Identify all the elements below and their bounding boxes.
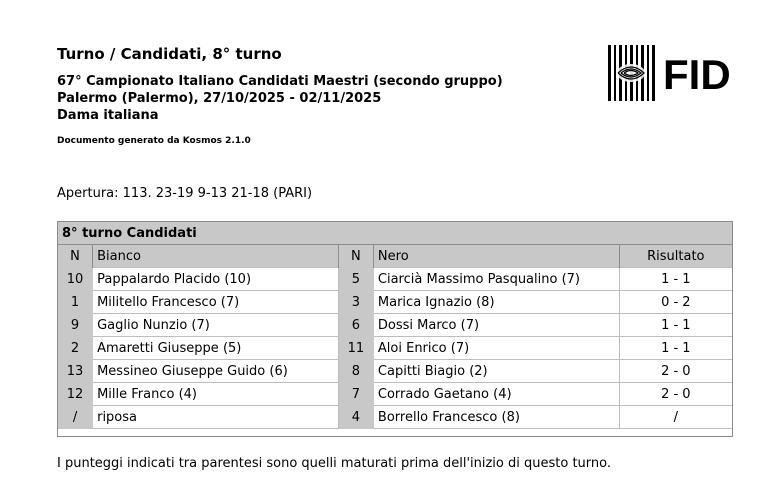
white-player: Gaglio Nunzio (7) — [93, 314, 339, 337]
game-result: 1 - 1 — [619, 337, 732, 360]
white-number: 1 — [58, 291, 93, 314]
black-number: 7 — [338, 383, 373, 406]
table-row — [58, 360, 733, 383]
black-number: 11 — [338, 337, 373, 360]
footnote: I punteggi indicati tra parentesi sono quelli maturati prima dell'inizio di questo turno. — [57, 456, 611, 471]
black-player: Corrado Gaetano (4) — [373, 383, 619, 406]
game-result: 1 - 1 — [619, 268, 732, 291]
black-player: Marica Ignazio (8) — [373, 291, 619, 314]
white-player: riposa — [93, 406, 339, 429]
fid-logo — [607, 43, 737, 103]
game-result: 2 - 0 — [619, 383, 732, 406]
game-result: 1 - 1 — [619, 314, 732, 337]
white-number: / — [58, 406, 93, 429]
black-number: 3 — [338, 291, 373, 314]
event-place-dates: Palermo (Palermo), 27/10/2025 - 02/11/2025 — [57, 91, 382, 106]
fid-logo-text: FID — [663, 51, 731, 98]
table-row — [58, 383, 733, 406]
white-player: Amaretti Giuseppe (5) — [93, 337, 339, 360]
table-row — [58, 314, 733, 337]
white-number: 10 — [58, 268, 93, 291]
table-section-header — [58, 222, 733, 245]
table-column-header — [58, 245, 733, 268]
white-player: Militello Francesco (7) — [93, 291, 339, 314]
col-n-white: N — [58, 245, 93, 268]
col-black: Nero — [373, 245, 619, 268]
event-name: 67° Campionato Italiano Candidati Maestri (secondo gruppo) — [57, 74, 503, 89]
game-result: 2 - 0 — [619, 360, 732, 383]
black-number: 6 — [338, 314, 373, 337]
white-player: Messineo Giuseppe Guido (6) — [93, 360, 339, 383]
pairings-table — [57, 221, 733, 429]
black-player: Capitti Biagio (2) — [373, 360, 619, 383]
page-title: Turno / Candidati, 8° turno — [57, 45, 282, 63]
black-number: 5 — [338, 268, 373, 291]
black-player: Ciarcià Massimo Pasqualino (7) — [373, 268, 619, 291]
section-title: 8° turno Candidati — [58, 222, 733, 245]
black-number: 8 — [338, 360, 373, 383]
col-white: Bianco — [93, 245, 339, 268]
game-result: 0 - 2 — [619, 291, 732, 314]
game-result: / — [619, 406, 732, 429]
white-number: 9 — [58, 314, 93, 337]
col-result: Risultato — [619, 245, 732, 268]
black-player: Aloi Enrico (7) — [373, 337, 619, 360]
opening-line: Apertura: 113. 23-19 9-13 21-18 (PARI) — [57, 186, 313, 201]
white-player: Pappalardo Placido (10) — [93, 268, 339, 291]
generated-by-note: Documento generato da Kosmos 2.1.0 — [57, 136, 251, 146]
table-row — [58, 406, 733, 429]
event-info — [57, 73, 503, 124]
black-player: Dossi Marco (7) — [373, 314, 619, 337]
table-row — [58, 337, 733, 360]
white-number: 12 — [58, 383, 93, 406]
table-row — [58, 268, 733, 291]
white-number: 13 — [58, 360, 93, 383]
white-player: Mille Franco (4) — [93, 383, 339, 406]
col-n-black: N — [338, 245, 373, 268]
event-discipline: Dama italiana — [57, 108, 159, 123]
table-row — [58, 291, 733, 314]
black-number: 4 — [338, 406, 373, 429]
white-number: 2 — [58, 337, 93, 360]
black-player: Borrello Francesco (8) — [373, 406, 619, 429]
